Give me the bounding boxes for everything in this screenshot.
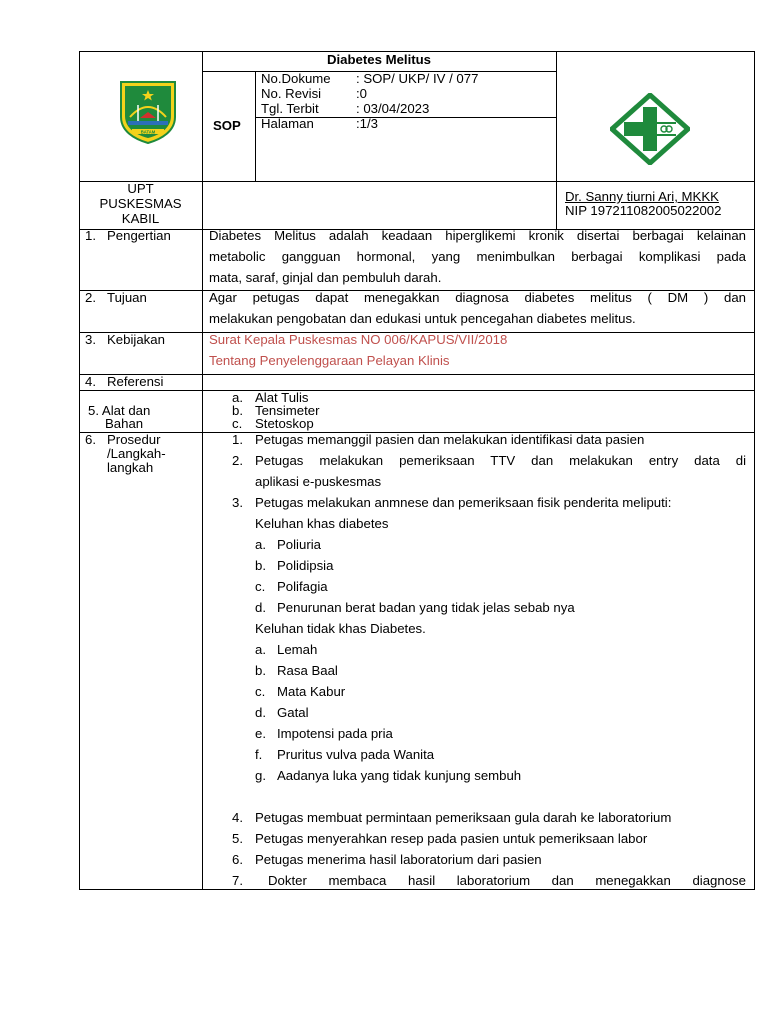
step-text: aplikasi e-puskesmas [255, 474, 382, 489]
section-label-prosedur: Prosedur [107, 432, 161, 447]
pengertian-text-line: Diabetes Melitus adalah keadaan hiperglikemi kronik disertai berbagai kelainan [209, 228, 746, 243]
step-text: Petugas melakukan pemeriksaan TTV dan melakukan entry data di [255, 453, 746, 468]
tujuan-text-line: Agar petugas dapat menegakkan diagnosa diabetes melitus ( DM ) dan [209, 290, 746, 305]
pengertian-text-line: metabolic gangguan hormonal, yang menimbulkan berbagai komplikasi pada [209, 249, 746, 264]
svg-text:BATAM: BATAM [140, 129, 156, 135]
signer-name: Dr. Sanny tiurni Ari, MKKK [565, 189, 719, 204]
section-label-pengertian: Pengertian [107, 228, 171, 243]
list-item: Pruritus vulva pada Wanita [277, 747, 435, 762]
step-text: Petugas menyerahkan resep pada pasien untuk pemeriksaan labor [255, 831, 648, 846]
list-marker: d. [255, 600, 266, 615]
step-number: 5. [232, 831, 243, 846]
list-item: Gatal [277, 705, 309, 720]
document-title: Diabetes Melitus [326, 52, 432, 67]
list-item: Penurunan berat badan yang tidak jelas sebab nya [277, 600, 575, 615]
list-marker: d. [255, 705, 266, 720]
field-label-no-revisi: No. Revisi [261, 86, 322, 101]
list-item: Impotensi pada pria [277, 726, 393, 741]
sop-label: SOP [213, 118, 241, 133]
org-line: PUSKESMAS [99, 196, 182, 211]
list-item: Lemah [277, 642, 318, 657]
section-number: 2. [85, 290, 96, 305]
list-marker: f. [255, 747, 263, 762]
signer-nip: NIP 197211082005022002 [565, 203, 722, 218]
section-label-tujuan: Tujuan [107, 290, 147, 305]
section-label-alat: 5. Alat dan [88, 403, 151, 418]
list-item: Polidipsia [277, 558, 334, 573]
field-label-tgl-terbit: Tgl. Terbit [261, 101, 319, 116]
list-item: Tensimeter [255, 403, 320, 418]
field-value-no-dokumen: : SOP/ UKP/ IV / 077 [356, 71, 479, 86]
list-item: Polifagia [277, 579, 328, 594]
section-number: 4. [85, 374, 96, 389]
list-item: Rasa Baal [277, 663, 338, 678]
step-text: Petugas membuat permintaan pemeriksaan gula darah ke laboratorium [255, 810, 672, 825]
step-number: 2. [232, 453, 243, 468]
tidak-khas-heading: Keluhan tidak khas Diabetes. [255, 621, 426, 636]
section-number: 1. [85, 228, 96, 243]
puskesmas-logo [610, 93, 690, 165]
list-marker: c. [232, 416, 243, 431]
step-text: Dokter membaca hasil laboratorium dan menegakkan diagnose [268, 873, 746, 888]
list-item: Alat Tulis [255, 390, 309, 405]
list-marker: c. [255, 684, 266, 699]
section-label-prosedur: /Langkah- [107, 446, 166, 461]
pengertian-text-line: mata, saraf, ginjal dan pembuluh darah. [209, 270, 442, 285]
section-number: 6. [85, 432, 96, 447]
list-marker: a. [255, 642, 266, 657]
section-label-alat: Bahan [105, 416, 144, 431]
list-item: Mata Kabur [277, 684, 346, 699]
step-number: 1. [232, 432, 243, 447]
field-label-no-dokumen: No.Dokume [261, 71, 331, 86]
field-value-no-revisi: :0 [356, 86, 367, 101]
kebijakan-reference-line: Surat Kepala Puskesmas NO 006/KAPUS/VII/2018 [209, 332, 508, 347]
khas-heading: Keluhan khas diabetes [255, 516, 389, 531]
step-number: 7. [232, 873, 243, 888]
list-marker: e. [255, 726, 266, 741]
list-marker: b. [232, 403, 243, 418]
step-text: Petugas memanggil pasien dan melakukan identifikasi data pasien [255, 432, 645, 447]
kebijakan-reference-line: Tentang Penyelenggaraan Pelayan Klinis [209, 353, 450, 368]
field-value-halaman: :1/3 [356, 116, 378, 131]
step-number: 4. [232, 810, 243, 825]
list-item: Stetoskop [255, 416, 314, 431]
step-text: Petugas menerima hasil laboratorium dari pasien [255, 852, 542, 867]
tujuan-text-line: melakukan pengobatan dan edukasi untuk pencegahan diabetes melitus. [209, 311, 636, 326]
step-text: Petugas melakukan anmnese dan pemeriksaan fisik penderita meliputi: [255, 495, 672, 510]
list-marker: a. [255, 537, 266, 552]
list-item: Poliuria [277, 537, 321, 552]
list-item: Aadanya luka yang tidak kunjung sembuh [277, 768, 522, 783]
list-marker: b. [255, 663, 266, 678]
section-label-kebijakan: Kebijakan [107, 332, 165, 347]
field-label-halaman: Halaman [261, 116, 314, 131]
section-number: 3. [85, 332, 96, 347]
step-number: 3. [232, 495, 243, 510]
org-line: KABIL [121, 211, 160, 226]
list-marker: a. [232, 390, 243, 405]
org-line: UPT [127, 181, 154, 196]
step-number: 6. [232, 852, 243, 867]
section-label-referensi: Referensi [107, 374, 164, 389]
list-marker: c. [255, 579, 266, 594]
regional-emblem-logo [118, 79, 178, 145]
field-value-tgl-terbit: : 03/04/2023 [356, 101, 430, 116]
section-label-prosedur: langkah [107, 460, 154, 475]
list-marker: g. [255, 768, 266, 783]
list-marker: b. [255, 558, 266, 573]
